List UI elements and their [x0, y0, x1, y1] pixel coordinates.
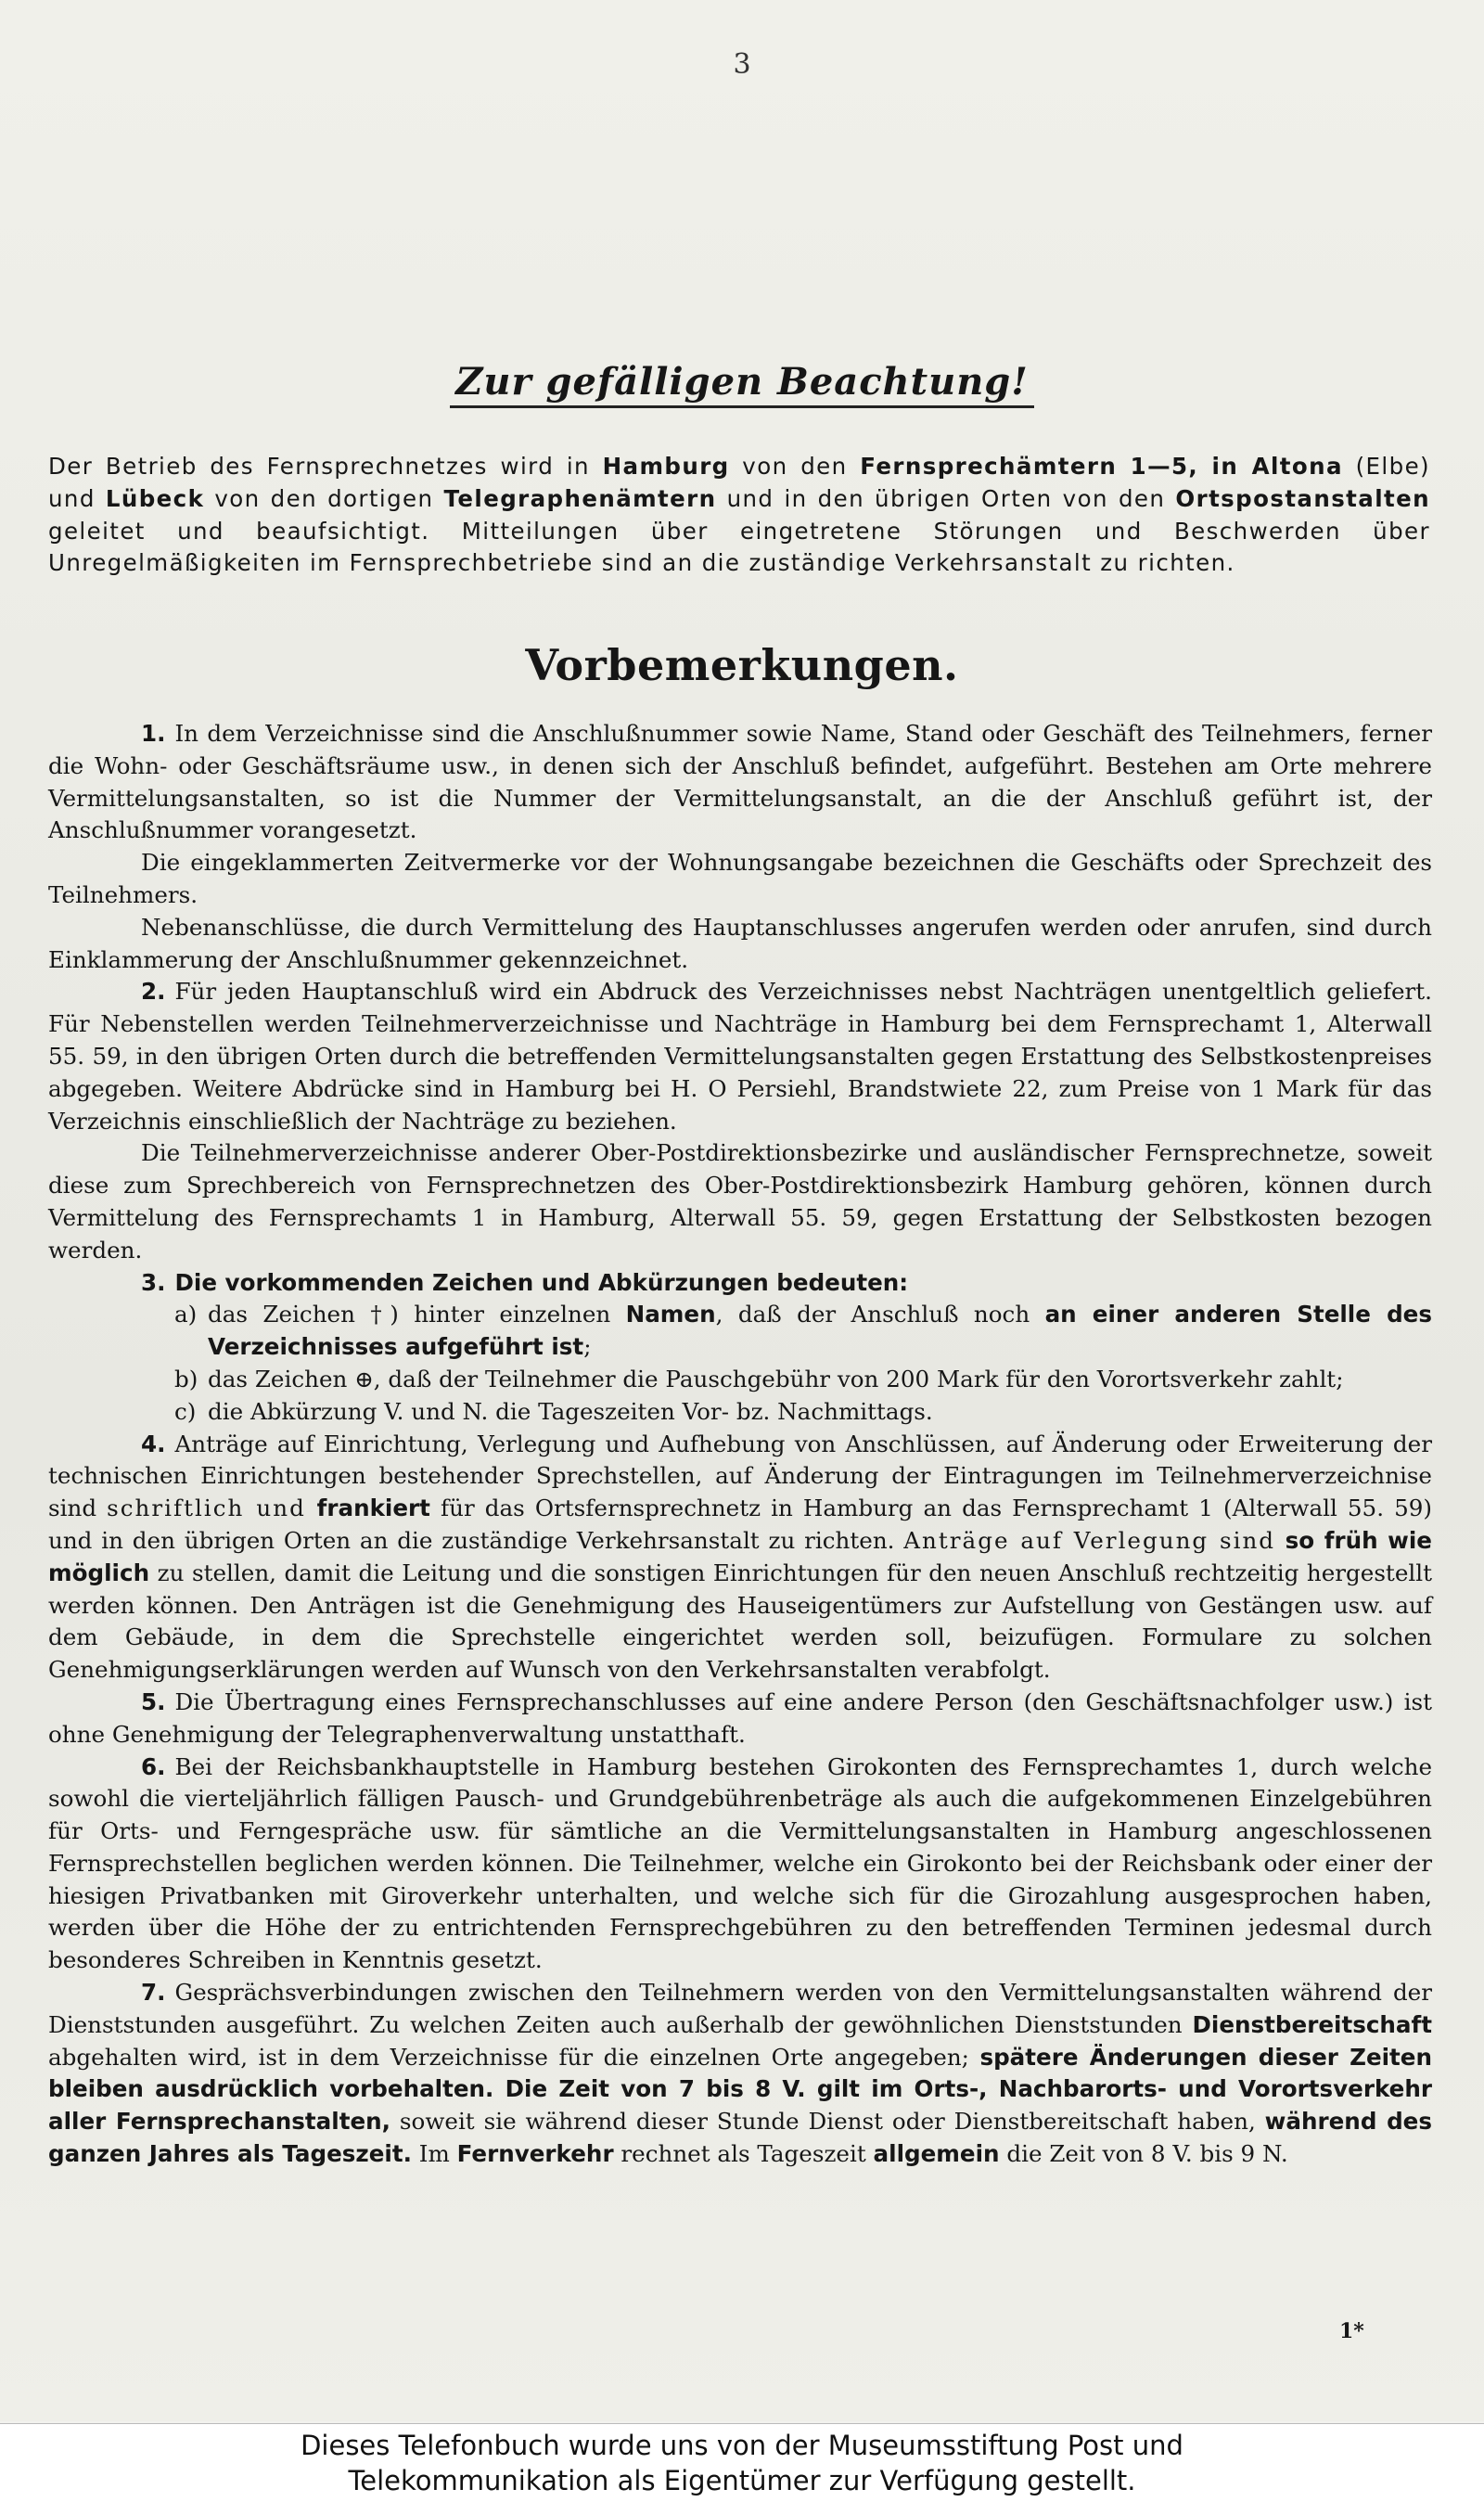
item-number: 5.	[141, 1687, 166, 1715]
paragraph-6	[48, 1751, 1432, 1978]
spaced-text: Anträge auf Verlegung sind	[903, 1526, 1276, 1554]
notice-bold: Ortspostanstalten	[1175, 484, 1430, 512]
notice-bold: Hamburg	[602, 453, 730, 480]
notice-text: und in den übrigen Orten von den	[716, 484, 1176, 512]
paragraph-5	[48, 1687, 1432, 1751]
paragraph-1b: Die eingeklammerten Zeitvermerke vor der Wohnungsangabe bezeichnen die Geschäfts oder Sprechzeit des Teilnehmers.	[48, 849, 1432, 908]
bold-text: so früh wie möglich	[48, 1526, 1432, 1586]
notice-text: Der Betrieb des Fernsprechnetzes wird in	[48, 453, 603, 480]
list-label: a)	[174, 1301, 198, 1328]
footer-line-1: Dieses Telefonbuch wurde uns von der Museumsstiftung Post und	[301, 2430, 1183, 2461]
notice-title	[0, 360, 1484, 404]
item-number: 7.	[141, 1979, 166, 2007]
paragraph-text: zu stellen, damit die Leitung und die sonstigen Einrichtungen für den neuen Anschluß rechtzeitig hergestellt werden können. Den Anträgen ist die Genehmigung des Hauseigentümers zur Aufstellung von Gestängen usw. auf dem Gebäude, in dem die Sprechstelle eingerichtet werden soll, beizufügen. Formulare zu solchen Genehmigungserklärungen werden auf Wunsch von den Verkehrsanstalten verabfolgt.	[48, 1559, 1432, 1684]
page-number: 3	[733, 48, 751, 81]
notice-text: (Elbe) und	[48, 453, 1430, 512]
item-number: 4.	[141, 1430, 166, 1457]
paragraph-text: für das Ortsfernsprechnetz in Hamburg an das Fernsprechamt 1 (Alterwall 55. 59) und in den übrigen Orten an die zuständige Verkehrsanstalt zu richten.	[48, 1495, 1432, 1554]
paragraph-2b: Die Teilnehmerverzeichnisse anderer Ober-Postdirektionsbezirke und ausländischer Fernsprechnetze, soweit diese zum Sprechbereich von Fernsprechnetzen des Ober-Postdirektionsbezirk Hamburg gehören, können durch Vermittelung des Fernsprechamts 1 in Hamburg, Alterwall 55. 59, gegen Erstattung der Selbstkosten bezogen werden.	[48, 1139, 1432, 1264]
list-item	[174, 1299, 1432, 1364]
list-label: b)	[174, 1365, 198, 1392]
bold-text: Dienstbereitschaft	[1192, 2010, 1432, 2038]
paragraph-text: soweit sie während dieser Stunde Dienst oder Dienstbereitschaft haben,	[390, 2108, 1265, 2136]
section-title: Vorbemerkungen.	[525, 640, 959, 690]
paragraph-text: Die Übertragung eines Fernsprechanschlusses auf eine andere Person (den Geschäftsnachfolger usw.) ist ohne Genehmigung der Telegraphenverwaltung unstatthaft.	[48, 1687, 1432, 1748]
item-number: 6.	[141, 1752, 166, 1780]
list-text	[208, 1299, 1432, 1364]
list-item	[174, 1364, 1432, 1396]
item-number: 2.	[141, 978, 166, 1006]
list-label: c)	[174, 1397, 197, 1425]
list-text-part: , daß der Anschluß noch	[715, 1301, 1045, 1328]
paragraph-1c: Nebenanschlüsse, die durch Vermittelung des Hauptanschlusses angerufen werden oder anrufen, sind durch Einklammerung der Anschlußnummer gekennzeichnet.	[48, 913, 1432, 973]
bold-text: allgemein	[873, 2140, 1000, 2168]
bold-text: Fernverkehr	[456, 2140, 614, 2168]
spaced-text: schriftlich und	[107, 1495, 306, 1522]
notice-paragraph	[48, 451, 1430, 580]
paragraph-3	[48, 1267, 1432, 1300]
bold-text: spätere Änderungen dieser Zeiten bleiben ausdrücklich vorbehalten. Die Zeit von 7 bis 8 V. gilt im Orts-, Nachbarorts- und Vorortsverkehr aller Fernsprechanstalten,	[48, 2043, 1433, 2136]
list-text: das Zeichen ⊕, daß der Teilnehmer die Pauschgebühr von 200 Mark für den Vorortsverkehr zahlt;	[208, 1365, 1344, 1392]
paragraph-text: die Zeit von 8 V. bis 9 N.	[999, 2140, 1288, 2168]
notice-bold: Lübeck	[105, 484, 205, 512]
paragraph-text: Im	[411, 2140, 457, 2168]
list-item	[174, 1396, 1432, 1429]
notice-text: von den	[729, 453, 861, 480]
footer-notice	[0, 2423, 1484, 2502]
notice-bold: Telegraphenämtern	[443, 484, 717, 512]
list-text-part: das Zeichen †) hinter einzelnen	[208, 1301, 626, 1328]
paragraph-text: abgehalten wird, ist in dem Verzeichnisse für die einzelnen Orte angegeben;	[48, 2043, 980, 2071]
notice-bold: Fernsprechämtern 1—5, in Altona	[860, 453, 1343, 480]
paragraph-4	[48, 1429, 1432, 1687]
signature-mark: 1*	[1339, 2319, 1364, 2343]
item-number: 3.	[141, 1268, 166, 1296]
paragraph-text: Für jeden Hauptanschluß wird ein Abdruck des Verzeichnisses nebst Nachträgen unentgeltlich geliefert. Für Nebenstellen werden Teilnehmerverzeichnisse und Nachträge in Hamburg bei dem Fernsprechamt 1, Alterwall 55. 59, in den übrigen Orten durch die betreffenden Vermittelungsanstalten gegen Erstattung des Selbstkostenpreises abgegeben. Weitere Abdrücke sind in Hamburg bei H. O Persiehl, Brandstwiete 22, zum Preise von 1 Mark für das Verzeichnis einschließlich der Nachträge zu beziehen.	[48, 978, 1432, 1135]
paragraph-2	[48, 976, 1432, 1137]
signs-list	[48, 1299, 1432, 1428]
list-text-part: ;	[583, 1333, 592, 1361]
bold-text: während des ganzen Jahres als Tageszeit.	[48, 2108, 1432, 2168]
paragraph-text: Bei der Reichsbankhauptstelle in Hamburg bestehen Girokonten des Fernsprechamtes 1, durch welche sowohl die vierteljährlich fälligen Pausch- und Grundgebührenbeträge als auch die aufgekommenen Einzelgebühren für Orts- und Ferngespräche usw. für sämtliche an die Vermittelungsanstalten in Hamburg angeschlossenen Fernsprechstellen beglichen werden können. Die Teilnehmer, welche ein Girokonto bei der Reichsbank oder einer der hiesigen Privatbanken mit Giroverkehr unterhalten, und welche sich für die Girozahlung ausgesprochen haben, werden über die Höhe der zu entrichtenden Fernsprechgebühren zu den betreffenden Terminen jedesmal durch besonderes Schreiben in Kenntnis gesetzt.	[48, 1752, 1432, 1974]
list-bold: an einer anderen Stelle des Verzeichnisses aufgeführt ist	[208, 1301, 1432, 1361]
paragraph-text: Gesprächsverbindungen zwischen den Teilnehmern werden von den Vermittelungsanstalten während der Dienststunden ausgeführt. Zu welchen Zeiten auch außerhalb der gewöhnlichen Dienststunden	[48, 1979, 1432, 2038]
list-bold: Namen	[625, 1301, 716, 1328]
paragraph-text: Die vorkommenden Zeichen und Abkürzungen bedeuten:	[174, 1268, 909, 1296]
main-text	[48, 718, 1432, 2171]
notice-text: von den dortigen	[204, 484, 444, 512]
notice-title-text: Zur gefälligen Beachtung!	[450, 360, 1034, 408]
item-number: 1.	[141, 720, 166, 747]
notice-text: geleitet und beaufsichtigt. Mitteilungen über eingetretene Störungen und Beschwerden über Unregelmäßigkeiten im Fernsprechbetriebe sind an die zuständige Verkehrsanstalt zu richten.	[48, 517, 1430, 577]
paragraph-text: Anträge auf Einrichtung, Verlegung und Aufhebung von Anschlüssen, auf Änderung oder Erweiterung der technischen Einrichtungen bestehender Sprechstellen, auf Änderung der Eintragungen im Teilnehmerverzeichnise sind	[48, 1430, 1432, 1522]
paragraph-7	[48, 1977, 1432, 2171]
bold-text: frankiert	[305, 1495, 430, 1522]
paragraph-text: In dem Verzeichnisse sind die Anschlußnummer sowie Name, Stand oder Geschäft des Teilnehmers, ferner die Wohn- oder Geschäftsräume usw., in denen sich der Anschluß befindet, aufgeführt. Bestehen am Orte mehrere Vermittelungsanstalten, so ist die Nummer der Vermittelungsanstalt, an die der Anschluß geführt ist, der Anschlußnummer vorangesetzt.	[48, 720, 1432, 844]
paragraph-1	[48, 718, 1432, 847]
footer-line-2: Telekommunikation als Eigentümer zur Verfügung gestellt.	[348, 2465, 1136, 2496]
paragraph-text: rechnet als Tageszeit	[613, 2140, 874, 2168]
list-text: die Abkürzung V. und N. die Tageszeiten Vor- bz. Nachmittags.	[208, 1397, 933, 1425]
